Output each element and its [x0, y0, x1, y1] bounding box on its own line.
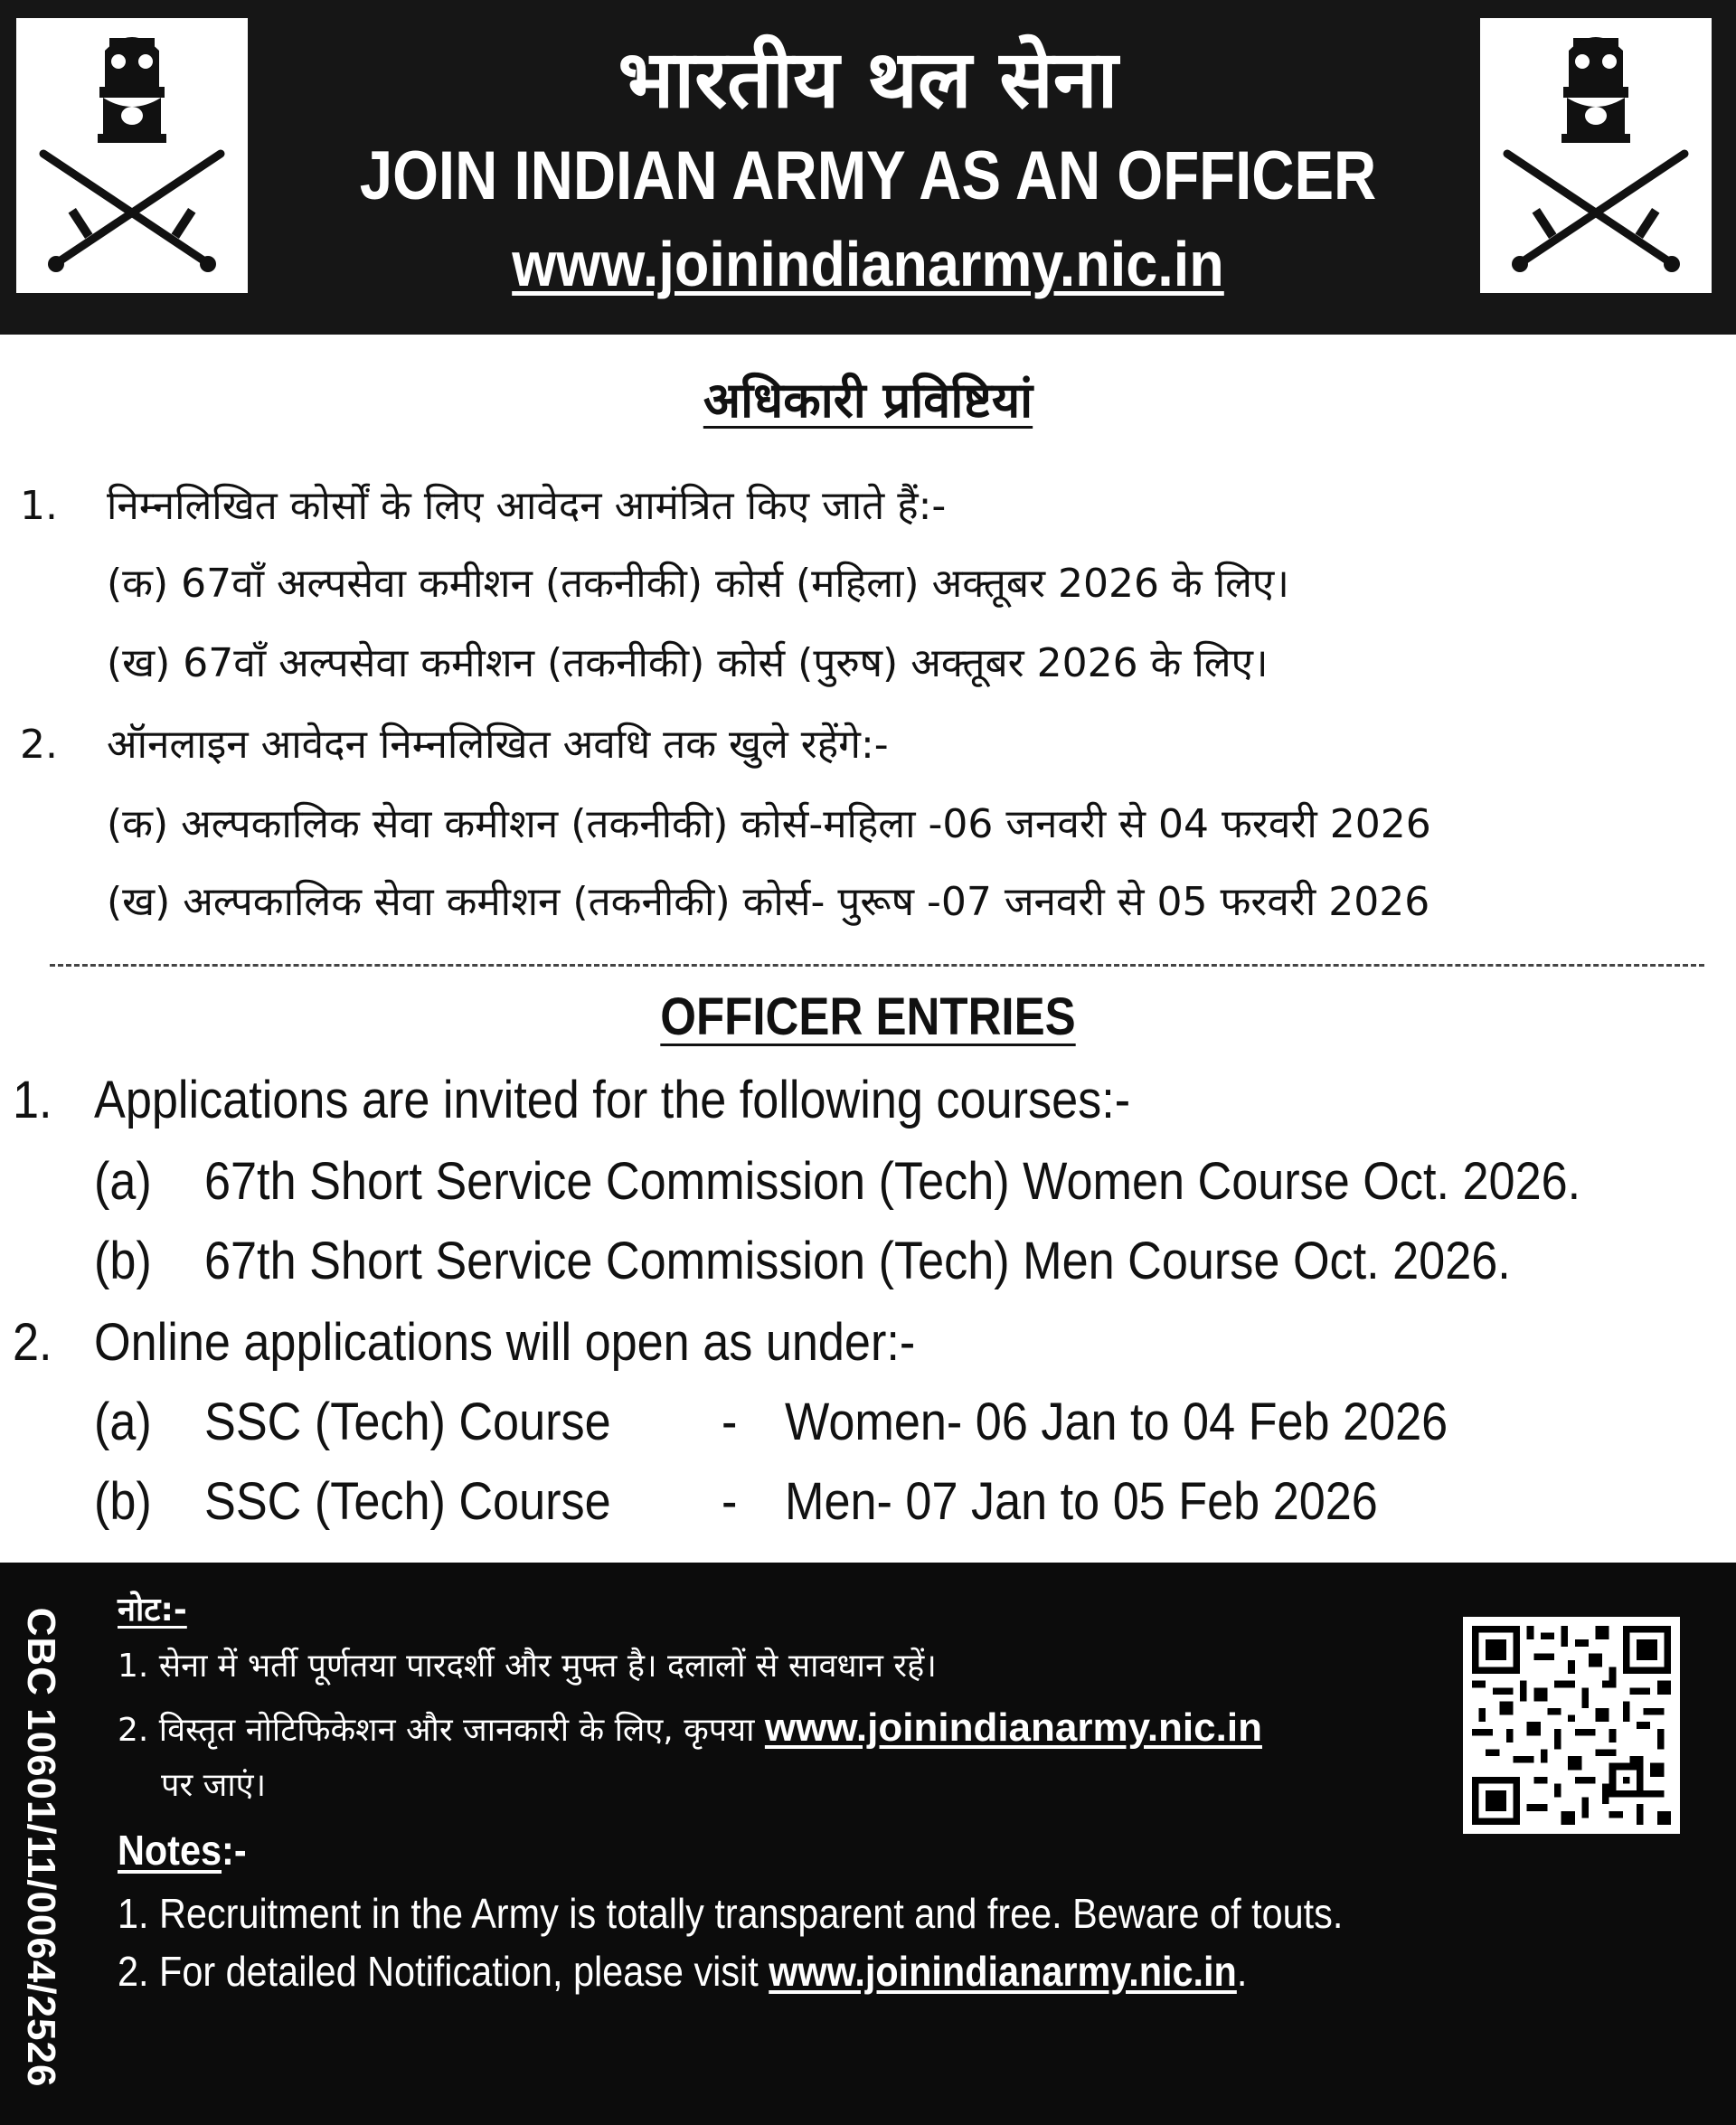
hindi-point1-number: 1. [20, 483, 58, 529]
hindi-note-2-suffix: पर जाएं। [161, 1767, 267, 1804]
english-point2-a-label: (a) [94, 1393, 152, 1451]
hindi-note-1: 1. सेना में भर्ती पूर्णतया पारदर्शी और मुफ्त है। दलालों से सावधान रहें। [118, 1648, 937, 1685]
english-point1-text: Applications are invited for the following courses:- [94, 1071, 1131, 1129]
english-point2-b-dates: Men- 07 Jan to 05 Feb 2026 [785, 1472, 1378, 1531]
hindi-point1-text: निम्नलिखित कोर्सों के लिए आवेदन आमंत्रित किए जाते हैं:- [107, 483, 947, 529]
english-point2-number: 2. [13, 1313, 52, 1372]
header-hindi-title: भारतीय थल सेना [618, 33, 1118, 126]
header-website [87, 228, 1649, 300]
hindi-point1-b: (ख) 67वाँ अल्पसेवा कमीशन (तकनीकी) कोर्स (पुरुष) अक्तूबर 2026 के लिए। [107, 640, 1269, 686]
english-point1-b-text: 67th Short Service Commission (Tech) Men Course Oct. 2026. [204, 1232, 1511, 1290]
english-point2-b-course: SSC (Tech) Course [204, 1472, 611, 1531]
hindi-point2-number: 2. [20, 722, 58, 768]
header-banner [0, 0, 1736, 335]
army-emblem-icon [1480, 18, 1712, 293]
hindi-note-link[interactable]: www.joinindianarmy.nic.in [764, 1705, 1262, 1750]
hindi-point2-b: (ख) अल्पकालिक सेवा कमीशन (तकनीकी) कोर्स- पुरूष -07 जनवरी से 05 फरवरी 2026 [107, 879, 1430, 925]
english-section-title: OFFICER ENTRIES [660, 987, 1076, 1046]
english-point2-a-dates: Women- 06 Jan to 04 Feb 2026 [785, 1393, 1448, 1451]
english-notes-heading: Notes:- [118, 1827, 247, 1874]
hindi-point2-text: ऑनलाइन आवेदन निम्नलिखित अवधि तक खुले रहेंगे:- [107, 722, 889, 768]
english-point2-b-label: (b) [94, 1472, 152, 1531]
section-divider [50, 964, 1704, 967]
english-point2-b-dash: - [722, 1472, 738, 1531]
header-english-title: JOIN INDIAN ARMY AS AN OFFICER [359, 137, 1377, 214]
english-point1-a-label: (a) [94, 1152, 152, 1211]
cbc-code: CBC 10601/11/0064/2526 [19, 1607, 63, 2088]
hindi-section-title: अधिकारी प्रविष्टियां [703, 372, 1033, 429]
hindi-point2-a: (क) अल्पकालिक सेवा कमीशन (तकनीकी) कोर्स-महिला -06 जनवरी से 04 फरवरी 2026 [107, 801, 1431, 847]
footer-notes-panel [0, 1563, 1736, 2125]
hindi-point1-a: (क) 67वाँ अल्पसेवा कमीशन (तकनीकी) कोर्स (महिला) अक्तूबर 2026 के लिए। [107, 561, 1289, 607]
hindi-notes-heading: नोट:- [118, 1591, 187, 1629]
english-point2-text: Online applications will open as under:- [94, 1313, 916, 1372]
hindi-note-2: 2. विस्तृत नोटिफिकेशन और जानकारी के लिए, कृपया www.joinindianarmy.nic.in [118, 1705, 1262, 1750]
english-point1-b-label: (b) [94, 1232, 152, 1290]
qr-code-icon[interactable] [1463, 1617, 1680, 1834]
english-point2-a-course: SSC (Tech) Course [204, 1393, 611, 1451]
english-point1-a-text: 67th Short Service Commission (Tech) Women Course Oct. 2026. [204, 1152, 1581, 1211]
english-note-link[interactable]: www.joinindianarmy.nic.in [769, 1948, 1237, 1995]
header-website-link[interactable]: www.joinindianarmy.nic.in [512, 229, 1224, 299]
english-point2-a-dash: - [722, 1393, 738, 1451]
english-note-2: 2. For detailed Notification, please visit www.joinindianarmy.nic.in. [118, 1948, 1248, 1995]
english-point1-number: 1. [13, 1071, 52, 1129]
english-note-1: 1. Recruitment in the Army is totally transparent and free. Beware of touts. [118, 1890, 1344, 1937]
